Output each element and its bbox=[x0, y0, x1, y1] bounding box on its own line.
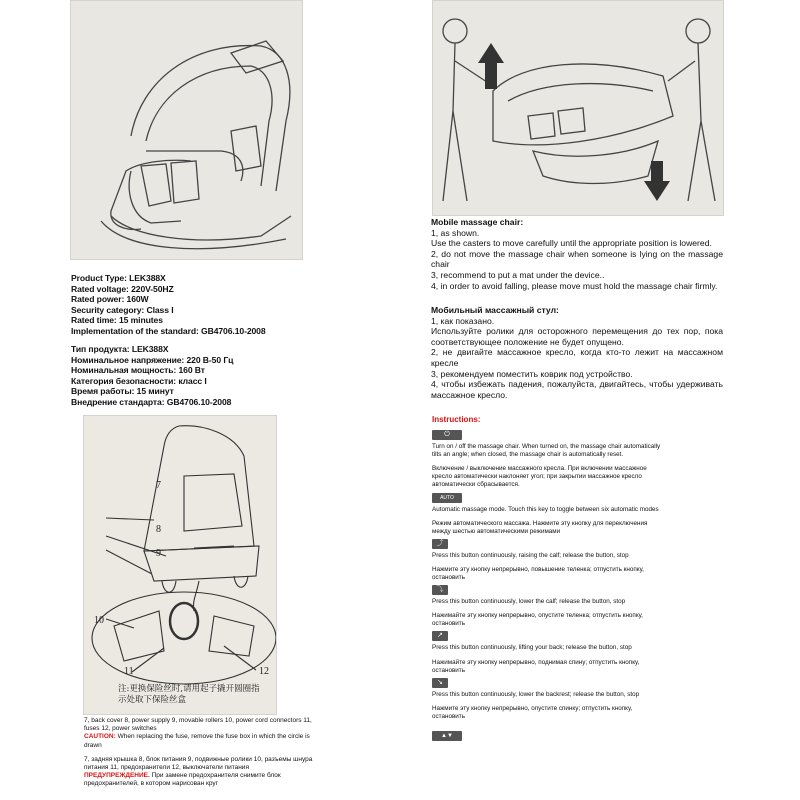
moving-chair-drawing bbox=[433, 1, 723, 215]
spec-line: Время работы: 15 минут bbox=[71, 386, 174, 397]
instruction-en: Turn on / off the massage chair. When turned on, the massage chair automatically tilts an angle; when closed, the massage chair is automatically reset. bbox=[432, 443, 661, 459]
instruction-en: Press this button continuously, lifting your back; release the button, stop bbox=[432, 644, 632, 652]
instruction-en: Press this button continuously, lower the calf; release the button, stop bbox=[432, 598, 626, 606]
caution-line bbox=[84, 733, 329, 749]
instruction-ru: Нажимайте эту кнопку непрерывно, поднимая спину; отпустить кнопку, остановить bbox=[432, 658, 640, 674]
callout-12: 12 bbox=[259, 666, 269, 677]
chinese-note: 注:更换保险丝时,请用起子撬开圆圈指示处取下保险丝盒 bbox=[118, 684, 260, 705]
instruction-item bbox=[432, 539, 664, 582]
caution-text: When replacing the fuse, remove the fuse box in which the circle is drawn bbox=[84, 733, 310, 749]
instruction-item bbox=[432, 678, 664, 721]
mobile-heading-ru: Мобильный массажный стул: bbox=[431, 305, 559, 315]
product-spec-ru bbox=[71, 344, 311, 408]
mobile-line: 3, recommend to put a mat under the device.. bbox=[431, 269, 605, 280]
mobile-line: 1, как показано. bbox=[431, 315, 495, 326]
product-spec-en bbox=[71, 273, 311, 337]
spec-line: Внедрение стандарта: GB4706.10-2008 bbox=[71, 396, 232, 407]
spec-line: Product Type: LEK388X bbox=[71, 273, 166, 283]
instructions-title: Instructions: bbox=[432, 415, 481, 424]
spec-line: Rated power: 160W bbox=[71, 294, 149, 305]
spec-line: Номинальное напряжение: 220 В-50 Гц bbox=[71, 354, 234, 365]
moving-chair-illustration bbox=[432, 0, 724, 216]
mobile-line: 4, in order to avoid falling, please move must hold the massage chair firmly. bbox=[431, 280, 718, 291]
up-arrow-icon bbox=[478, 43, 504, 89]
callout-9: 9 bbox=[156, 548, 161, 559]
mobile-section-ru bbox=[431, 305, 723, 400]
callout-10: 10 bbox=[94, 615, 104, 626]
spec-line: Security category: Class I bbox=[71, 304, 174, 315]
instruction-item bbox=[432, 631, 664, 674]
spec-line: Rated voltage: 220V-50HZ bbox=[71, 283, 174, 294]
diagram-caption bbox=[84, 717, 329, 789]
mobile-line: 2, do not move the massage chair when someone is lying on the massage chair bbox=[431, 248, 723, 270]
mobile-line: 1, as shown. bbox=[431, 227, 480, 238]
instruction-ru: Включение / выключение массажного кресла. При включении массажное кресло автоматически наклоняет угол; при закрытии массажное кресло автоматически сбрасывается. bbox=[432, 465, 647, 489]
mobile-line: Используйте ролики для осторожного перемещения до тех пор, пока соответствующее положение не будет опущено. bbox=[431, 326, 723, 347]
calf-up-icon[interactable]: ⤴ bbox=[432, 539, 448, 549]
callout-7: 7 bbox=[156, 480, 161, 491]
back-down-icon[interactable]: ↘ bbox=[432, 678, 448, 688]
spec-line: Тип продукта: LEK388X bbox=[71, 344, 169, 354]
instruction-ru: Режим автоматического массажа. Нажмите эту кнопку для переключения между шестью автоматическими режимами bbox=[432, 519, 648, 535]
callout-8: 8 bbox=[156, 524, 161, 535]
instruction-ru: Нажимайте эту кнопку непрерывно, опустите теленка; отпустить кнопку, остановить bbox=[432, 612, 643, 628]
auto-mode-icon[interactable]: AUTO bbox=[432, 493, 462, 503]
rear-diagram-drawing bbox=[84, 416, 276, 714]
caption-en: 7, back cover 8, power supply 9, movable rollers 10, power cord connectors 11, fuses 12, power switches bbox=[84, 717, 312, 733]
mobile-line: 3, рекомендуем поместить коврик под устройство. bbox=[431, 368, 633, 379]
warning-text: При замене предохранителя снимите блок предохранителей, в котором нарисован круг bbox=[84, 772, 281, 788]
mobile-section-en bbox=[431, 217, 723, 291]
spec-line: Rated time: 15 minutes bbox=[71, 315, 163, 326]
instruction-item bbox=[432, 585, 664, 628]
instruction-ru: Нажмите эту кнопку непрерывно, повышение теленка; отпустить кнопку, остановить bbox=[432, 565, 644, 582]
spec-line: Номинальная мощность: 160 Вт bbox=[71, 365, 205, 376]
caption-ru: 7, задняя крышка 8, блок питания 9, подвижные ролики 10, разъемы шнура питания 11, предохранители 12, выключатели питания bbox=[84, 755, 313, 772]
calf-down-icon[interactable]: ⤵ bbox=[432, 585, 448, 595]
instruction-en: Press this button continuously, raising the calf; release the button, stop bbox=[432, 551, 629, 559]
up-down-arrows-icon[interactable]: ▲▼ bbox=[432, 731, 462, 741]
warning-label: ПРЕДУПРЕЖДЕНИЕ. bbox=[84, 772, 150, 780]
power-icon[interactable]: ⏻ bbox=[432, 430, 462, 440]
spec-line: Категория безопасности: класс I bbox=[71, 375, 207, 386]
instruction-item bbox=[432, 731, 664, 741]
instruction-item bbox=[432, 493, 664, 536]
spec-line: Implementation of the standard: GB4706.10-2008 bbox=[71, 325, 266, 336]
down-arrow-icon bbox=[644, 161, 670, 201]
instruction-ru: Нажмите эту кнопку непрерывно, опустите спинку; отпустить кнопку, остановить bbox=[432, 704, 633, 720]
back-up-icon[interactable]: ↗ bbox=[432, 631, 448, 641]
instructions-section bbox=[432, 416, 664, 741]
massage-chair-illustration bbox=[70, 0, 303, 260]
instruction-en: Press this button continuously, lower the backrest; release the button, stop bbox=[432, 690, 640, 698]
warning-line bbox=[84, 772, 329, 788]
mobile-line: Use the casters to move carefully until the appropriate position is lowered. bbox=[431, 238, 712, 249]
instruction-item bbox=[432, 430, 664, 489]
callout-11: 11 bbox=[124, 666, 134, 677]
massage-chair-drawing bbox=[71, 1, 302, 259]
mobile-line: 4, чтобы избежать падения, пожалуйста, двигайтесь, чтобы удерживать массажное кресло. bbox=[431, 379, 723, 400]
instruction-en: Automatic massage mode. Touch this key to toggle between six automatic modes bbox=[432, 505, 659, 513]
mobile-heading-en: Mobile massage chair: bbox=[431, 217, 524, 227]
chair-rear-diagram bbox=[83, 415, 277, 715]
caution-label: CAUTION: bbox=[84, 733, 116, 741]
mobile-line: 2, не двигайте массажное кресло, когда кто-то лежит на массажном кресле bbox=[431, 347, 723, 368]
